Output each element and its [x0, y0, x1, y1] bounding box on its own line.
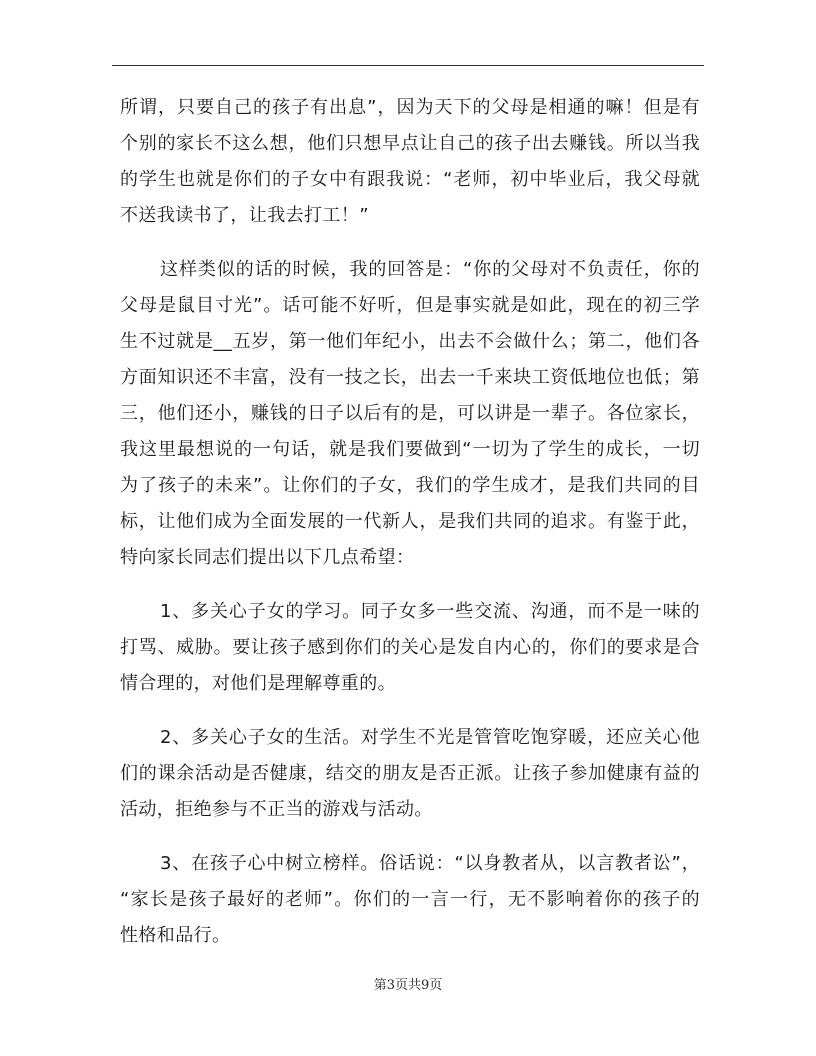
text-line: 我这里最想说的一句话，就是我们要做到“一切为了学生的成长，一切: [120, 439, 700, 460]
text-line: 标，让他们成为全面发展的一代新人，是我们共同的追求。有鉴于此，: [120, 511, 700, 532]
text-line: 方面知识还不丰富，没有一技之长，出去一千来块工资低地位也低；第: [120, 367, 700, 388]
text-line: 打骂、威胁。要让孩子感到你们的关心是发自内心的，你们的要求是合: [120, 637, 700, 658]
paragraph-2: [120, 252, 700, 576]
text-line: 父母是鼠目寸光”。话可能不好听，但是事实就是如此，现在的初三学: [120, 295, 700, 316]
text-line: 2、多关心子女的生活。对学生不光是管管吃饱穿暖，还应关心他: [160, 727, 700, 748]
text-line: 们的课余活动是否健康，结交的朋友是否正派。让孩子参加健康有益的: [120, 763, 700, 784]
text-line: 这样类似的话的时候，我的回答是：“你的父母对不负责任，你的: [160, 259, 700, 280]
text-line: 活动，拒绝参与不正当的游戏与活动。: [120, 799, 433, 820]
paragraph-5: [120, 846, 700, 954]
page-number-footer: 第3页共9页: [373, 978, 443, 993]
paragraph-4: [120, 720, 700, 828]
text-line: 三，他们还小，赚钱的日子以后有的是，可以讲是一辈子。各位家长，: [120, 403, 700, 424]
text-line: 个别的家长不这么想，他们只想早点让自己的孩子出去赚钱。所以当我: [120, 133, 700, 154]
document-body: [120, 90, 700, 954]
text-line: 为了孩子的未来”。让你们的子女，我们的学生成才，是我们共同的目: [120, 475, 700, 496]
text-line: 所谓，只要自己的孩子有出息”，因为天下的父母是相通的嘛！但是有: [120, 97, 700, 118]
text-line: 不送我读书了，让我去打工！”: [120, 205, 369, 226]
text-line: 3、在孩子心中树立榜样。俗话说：“以身教者从，以言教者讼”，: [160, 853, 700, 874]
text-line: 生不过就是__五岁，第一他们年纪小，出去不会做什么；第二，他们各: [120, 331, 700, 352]
text-line: 特向家长同志们提出以下几点希望：: [120, 547, 415, 568]
text-line: “家长是孩子最好的老师”。你们的一言一行，无不影响着你的孩子的: [120, 889, 700, 910]
text-line: 性格和品行。: [120, 925, 231, 946]
text-line: 情合理的，对他们是理解尊重的。: [120, 673, 396, 694]
text-line: 1、多关心子女的学习。同子女多一些交流、沟通，而不是一味的: [160, 601, 700, 622]
header-rule: [112, 65, 704, 66]
text-line: 的学生也就是你们的子女中有跟我说：“老师，初中毕业后，我父母就: [120, 169, 700, 190]
paragraph-3: [120, 594, 700, 702]
paragraph-1: [120, 90, 700, 234]
